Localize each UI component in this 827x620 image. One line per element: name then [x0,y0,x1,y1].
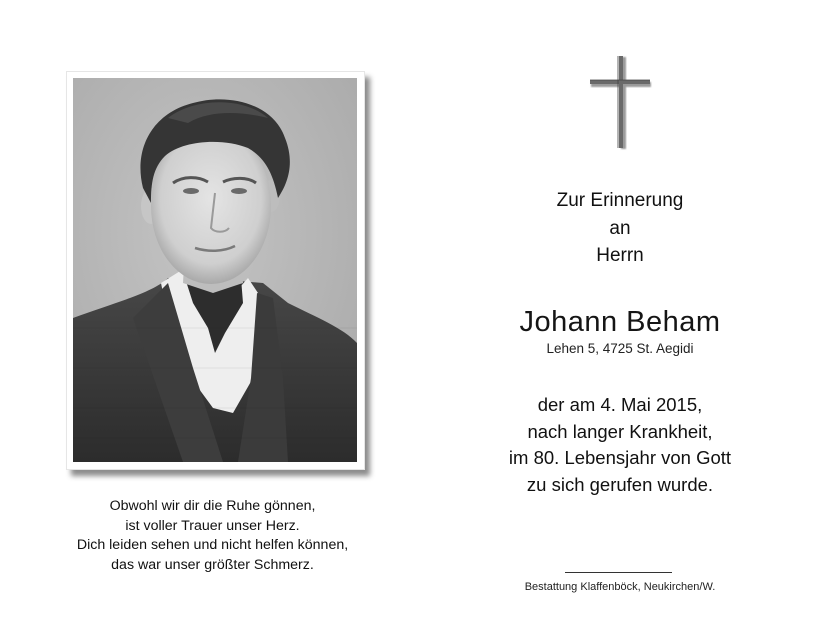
portrait-photo [73,78,357,462]
cross-icon [588,54,654,152]
death-notice-line: im 80. Lebensjahr von Gott [508,447,732,468]
poem-line: ist voller Trauer unser Herz. [125,517,300,534]
intro-line: Zur Erinnerung [556,190,684,211]
poem-line: das war unser größter Schmerz. [111,556,314,573]
intro-line: Herrn [596,245,644,266]
memorial-poem [40,497,385,575]
death-notice-line: nach langer Krankheit, [527,420,713,442]
death-notice-line: der am 4. Mai 2015, [537,394,703,415]
intro-line: an [609,217,631,239]
poem-line: Obwohl wir dir die Ruhe gönnen, [109,498,316,514]
death-notice-line: zu sich gerufen wurde. [526,473,714,495]
deceased-address: Lehen 5, 4725 St. Aegidi [546,341,694,356]
portrait-illustration [73,78,357,462]
death-notice [480,392,760,498]
undertaker-credit: Bestattung Klaffenböck, Neukirchen/W. [524,581,716,593]
divider-line [565,572,672,573]
photo-frame [66,71,365,470]
memorial-intro [480,187,760,270]
deceased-name: Johann Beham [519,306,721,338]
poem-line: Dich leiden sehen und nicht helfen können, [76,537,349,553]
